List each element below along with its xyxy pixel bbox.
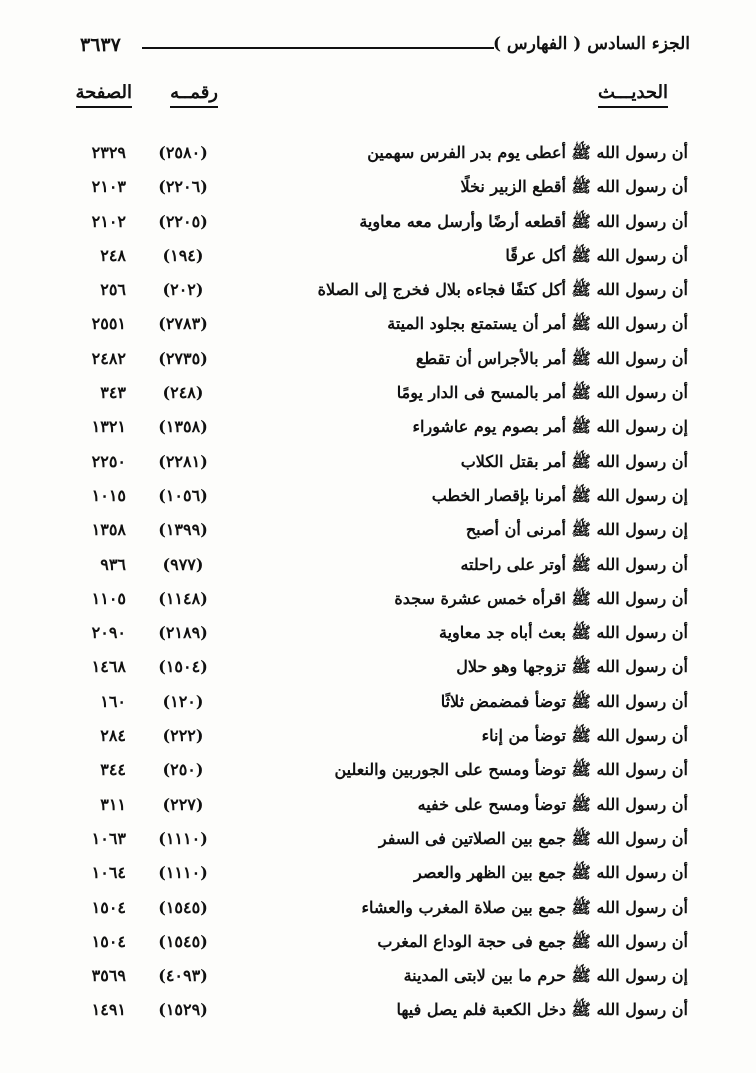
table-row xyxy=(0,824,756,858)
hadith-number: (٢٥٠) xyxy=(162,760,204,780)
page-reference: ١٠١٥ xyxy=(91,485,126,505)
page-reference: ١٥٠٤ xyxy=(91,931,126,951)
table-row xyxy=(0,515,756,549)
table-row xyxy=(0,618,756,652)
page-reference: ٢٤٨ xyxy=(100,245,126,265)
table-row xyxy=(0,344,756,378)
hadith-number: (٢٢٨١) xyxy=(158,451,208,471)
hadith-number: (١٣٥٨) xyxy=(158,417,208,437)
table-row xyxy=(0,378,756,412)
column-header-hadith xyxy=(598,82,668,108)
hadith-number: (٢٤٨) xyxy=(162,383,204,403)
table-row xyxy=(0,961,756,995)
page-reference: ٢١٠٣ xyxy=(91,177,126,197)
hadith-number: (٢٢٠٦) xyxy=(158,177,208,197)
page-reference: ١٠٦٣ xyxy=(91,828,126,848)
hadith-text: أن رسول الله ﷺ جمع بين الظهر والعصر xyxy=(414,863,688,883)
table-row xyxy=(0,927,756,961)
hadith-text: أن رسول الله ﷺ أكل عرقًا xyxy=(505,245,688,265)
page-reference: ٩٣٦ xyxy=(100,554,126,574)
table-row xyxy=(0,275,756,309)
hadith-text: أن رسول الله ﷺ جمع فى حجة الوداع المغرب xyxy=(377,931,688,951)
table-row xyxy=(0,721,756,755)
hadith-number: (٢٧٨٣) xyxy=(158,314,208,334)
table-row xyxy=(0,550,756,584)
page-reference: ١١٠٥ xyxy=(91,588,126,608)
page-reference: ١٦٠ xyxy=(100,691,126,711)
hadith-number: (٢١٨٩) xyxy=(158,623,208,643)
table-row xyxy=(0,207,756,241)
hadith-number: (١٢٠) xyxy=(162,691,204,711)
table-row xyxy=(0,309,756,343)
hadith-text: أن رسول الله ﷺ أمر بقتل الكلاب xyxy=(460,451,688,471)
hadith-number: (١٩٤) xyxy=(162,245,204,265)
table-row xyxy=(0,858,756,892)
page-reference: ٢٥٦ xyxy=(100,280,126,300)
index-table xyxy=(0,138,756,1030)
running-title: الجزء السادس ( الفهارس ) xyxy=(492,34,690,54)
page-reference: ٢٥٥١ xyxy=(91,314,126,334)
hadith-text: أن رسول الله ﷺ توضأ فمضمض ثلاثًا xyxy=(440,691,688,711)
hadith-number: (٢٥٨٠) xyxy=(158,143,208,162)
column-header-page-label: الصفحة xyxy=(76,82,132,108)
hadith-number: (٢٢٠٥) xyxy=(158,211,208,231)
page-reference: ٣١١ xyxy=(100,794,126,814)
hadith-text: أن رسول الله ﷺ بعث أباه جد معاوية xyxy=(439,623,688,643)
hadith-number: (١٥٢٩) xyxy=(158,1000,208,1020)
hadith-number: (١٥٠٤) xyxy=(158,657,208,677)
column-header-hadith-label: الحديـــث xyxy=(598,82,668,108)
hadith-number: (١١١٠) xyxy=(158,863,208,883)
table-row xyxy=(0,138,756,172)
hadith-number: (٢٠٢) xyxy=(162,280,204,300)
hadith-text: أن رسول الله ﷺ أمر أن يستمتع بجلود الميتة xyxy=(387,314,688,334)
hadith-text: أن رسول الله ﷺ تزوجها وهو حلال xyxy=(456,657,688,677)
header-rule xyxy=(142,47,494,49)
hadith-text: أن رسول الله ﷺ أمر بالمسح فى الدار يومًا xyxy=(396,383,688,403)
page-reference: ٣٤٣ xyxy=(100,383,126,403)
table-row xyxy=(0,241,756,275)
hadith-number: (١٥٤٥) xyxy=(158,897,208,917)
page-number: ٣٦٣٧ xyxy=(80,34,121,56)
table-row xyxy=(0,481,756,515)
hadith-text: أن رسول الله ﷺ أوتر على راحلته xyxy=(460,554,688,574)
table-row xyxy=(0,790,756,824)
hadith-text: إن رسول الله ﷺ أمر بصوم يوم عاشوراء xyxy=(412,417,688,437)
hadith-text: أن رسول الله ﷺ اقرأه خمس عشرة سجدة xyxy=(394,588,688,608)
column-header-number xyxy=(170,82,218,108)
hadith-number: (٢٢٢) xyxy=(162,726,204,746)
hadith-text: أن رسول الله ﷺ جمع بين الصلاتين فى السفر xyxy=(378,828,688,848)
column-header-page xyxy=(76,82,132,108)
hadith-number: (١١١٠) xyxy=(158,828,208,848)
page-reference: ١٣٢١ xyxy=(91,417,126,437)
hadith-text: إن رسول الله ﷺ أمرنا بإقصار الخطب xyxy=(431,485,688,505)
page-reference: ٢٠٩٠ xyxy=(91,623,126,643)
hadith-text: أن رسول الله ﷺ أعطى يوم بدر الفرس سهمين xyxy=(367,143,688,162)
hadith-text: أن رسول الله ﷺ جمع بين صلاة المغرب والعشاء xyxy=(361,897,688,917)
page-reference: ٣٤٤ xyxy=(100,760,126,780)
running-header xyxy=(80,34,690,64)
page-reference: ١٣٥٨ xyxy=(91,520,126,540)
page-reference: ٢٨٤ xyxy=(100,726,126,746)
hadith-text: أن رسول الله ﷺ أمر بالأجراس أن تقطع xyxy=(415,348,688,368)
page-reference: ٢٢٥٠ xyxy=(91,451,126,471)
table-row xyxy=(0,412,756,446)
hadith-number: (٩٧٧) xyxy=(162,554,204,574)
page-reference: ١٤٦٨ xyxy=(91,657,126,677)
column-header-number-label: رقمــه xyxy=(170,82,218,108)
page-reference: ١٥٠٤ xyxy=(91,897,126,917)
hadith-text: أن رسول الله ﷺ أقطع الزبير نخلًا xyxy=(460,177,688,197)
hadith-text: أن رسول الله ﷺ أقطعه أرضًا وأرسل معه معاوية xyxy=(359,211,688,231)
hadith-text: أن رسول الله ﷺ أكل كتفًا فجاءه بلال فخرج إلى الصلاة xyxy=(317,280,688,300)
hadith-number: (٤٠٩٣) xyxy=(158,966,208,986)
table-row xyxy=(0,652,756,686)
hadith-number: (٢٢٧) xyxy=(162,794,204,814)
hadith-number: (١٠٥٦) xyxy=(158,485,208,505)
hadith-text: أن رسول الله ﷺ توضأ ومسح على الجوربين والنعلين xyxy=(334,760,688,780)
hadith-number: (١٣٩٩) xyxy=(158,520,208,540)
table-row xyxy=(0,172,756,206)
hadith-number: (٢٧٣٥) xyxy=(158,348,208,368)
hadith-text: أن رسول الله ﷺ توضأ ومسح على خفيه xyxy=(417,794,688,814)
page-reference: ١٠٦٤ xyxy=(91,863,126,883)
hadith-text: أن رسول الله ﷺ دخل الكعبة فلم يصل فيها xyxy=(396,1000,688,1020)
table-row xyxy=(0,755,756,789)
hadith-number: (١١٤٨) xyxy=(158,588,208,608)
hadith-text: إن رسول الله ﷺ حرم ما بين لابتى المدينة xyxy=(403,966,688,986)
hadith-text: إن رسول الله ﷺ أمرنى أن أصبح xyxy=(465,520,688,540)
table-row xyxy=(0,893,756,927)
page-reference: ٢٣٢٩ xyxy=(91,143,126,162)
page-reference: ٢٤٨٢ xyxy=(91,348,126,368)
table-row xyxy=(0,687,756,721)
table-row xyxy=(0,584,756,618)
page-reference: ٣٥٦٩ xyxy=(91,966,126,986)
page-reference: ٢١٠٢ xyxy=(91,211,126,231)
page-reference: ١٤٩١ xyxy=(91,1000,126,1020)
hadith-number: (١٥٤٥) xyxy=(158,931,208,951)
table-row xyxy=(0,447,756,481)
table-row xyxy=(0,995,756,1029)
hadith-text: أن رسول الله ﷺ توضأ من إناء xyxy=(481,726,688,746)
